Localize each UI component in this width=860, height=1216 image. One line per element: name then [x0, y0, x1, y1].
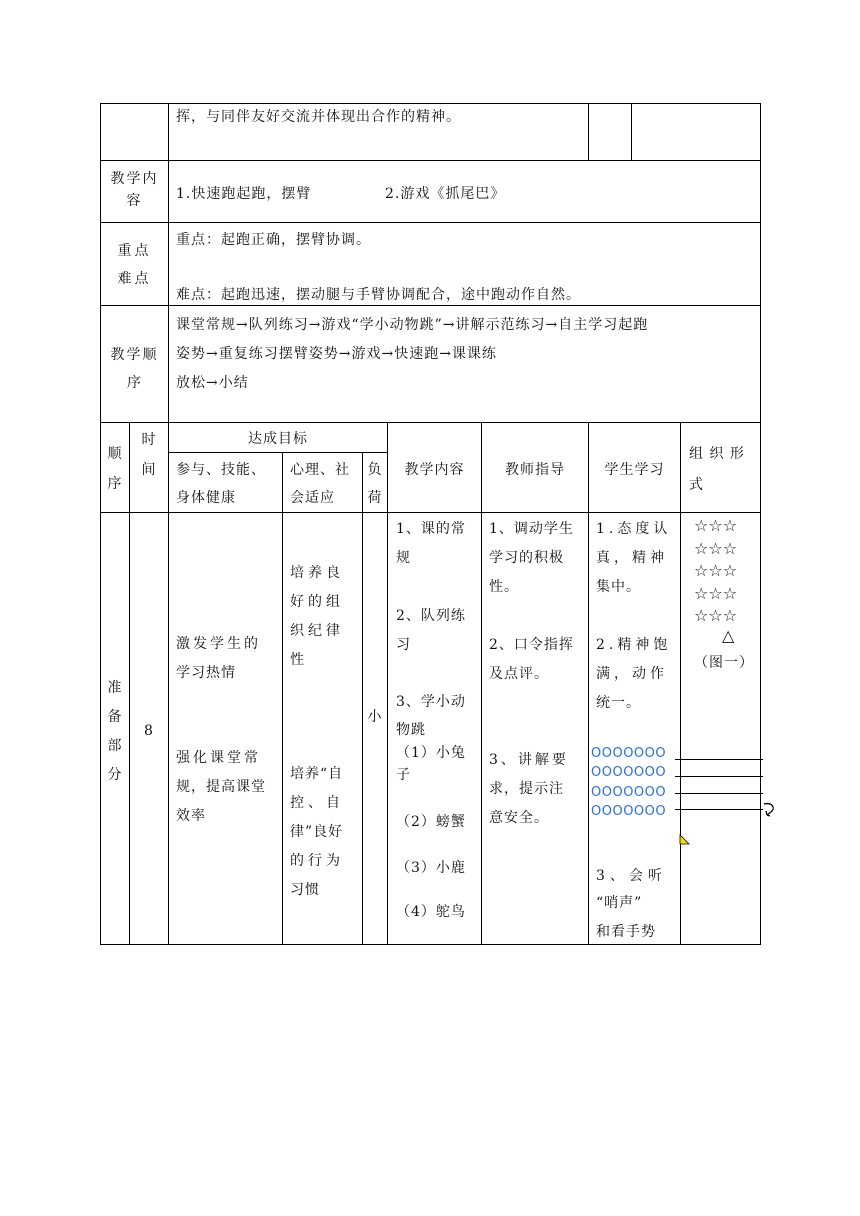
prep-order-4: 分 — [107, 767, 123, 783]
prep-order-1: 准 — [107, 680, 123, 696]
return-arrow-icon — [762, 800, 778, 820]
key-point-text: 重点：起跑正确，摆臂协调。 — [176, 232, 371, 248]
header-goal-sub2-line2: 会适应 — [290, 490, 335, 506]
content-1-line2: 规 — [396, 550, 411, 566]
goal-b2-line5: 习惯 — [290, 882, 320, 898]
student-1-line2: 真，精神 — [596, 550, 668, 566]
teacher-1-line3: 性。 — [489, 579, 519, 595]
goal-b1-line4: 性 — [290, 652, 305, 668]
header-organization-line1: 组 织 形 — [689, 446, 745, 462]
sequence-label-line1: 教学顺 — [110, 347, 159, 363]
formation-star-row: ☆☆☆ — [694, 584, 738, 603]
continued-objective-text: 挥，与同伴友好交流并体现出合作的精神。 — [176, 109, 461, 125]
sequence-line-2: 姿势→重复练习摆臂姿势→游戏→快速跑→课课练 — [176, 346, 497, 362]
content-3-line1: 3、学小动 — [396, 694, 466, 710]
goal-b1-line3: 织纪律 — [290, 623, 344, 639]
goal-b2-line1: 培养“自 — [290, 766, 344, 782]
header-load-line1: 负 — [367, 462, 383, 478]
goal-b2-line2: 控、自 — [290, 795, 344, 811]
goal-a2-line1: 强化课堂常 — [176, 750, 261, 766]
formation-star-row: ☆☆☆ — [694, 539, 738, 558]
teacher-2-line2: 及点评。 — [489, 666, 549, 682]
header-student-learning: 学生学习 — [604, 462, 665, 478]
header-order-line2: 序 — [107, 476, 123, 492]
goal-a2-line3: 效率 — [176, 808, 206, 824]
header-teacher-guidance: 教师指导 — [505, 462, 565, 478]
prep-order-2: 备 — [107, 709, 123, 725]
teacher-3-line2: 求，提示注 — [489, 781, 564, 797]
formation-star-row: ☆☆☆ — [694, 516, 738, 535]
header-time-line2: 间 — [141, 462, 157, 478]
content-1-line1: 1、课的常 — [396, 521, 466, 537]
header-organization-line2: 式 — [689, 477, 704, 493]
goal-a2-line2: 规，提高课堂 — [176, 779, 266, 795]
sequence-line-1: 课堂常规→队列练习→游戏“学小动物跳”→讲解示范练习→自主学习起跑 — [176, 317, 649, 333]
student-1-line1: 1.态度认 — [596, 521, 672, 537]
content-3a-line1: （1）小兔 — [396, 745, 466, 761]
header-order-line1: 顺 — [107, 446, 123, 462]
formation-star-row: ☆☆☆ — [694, 561, 738, 580]
goal-b1-line1: 培养良 — [290, 565, 344, 581]
header-load-line2: 荷 — [367, 490, 383, 506]
content-item-2: 2.游戏《抓尾巴》 — [385, 186, 506, 202]
teacher-2-line1: 2、口令指挥 — [489, 637, 574, 653]
student-2-line3: 统一。 — [596, 695, 641, 711]
drill-lane-line — [675, 759, 763, 760]
goal-a1-line1: 激发学生的 — [176, 636, 261, 652]
header-teaching-content: 教学内容 — [404, 462, 465, 478]
drill-row-4: OOOOOOO — [591, 804, 667, 819]
header-time-line1: 时 — [141, 432, 157, 448]
formation-caption: （图一） — [694, 655, 754, 671]
content-3b: （2）螃蟹 — [396, 814, 466, 830]
drill-lane-line — [675, 776, 763, 777]
goal-a1-line2: 学习热情 — [176, 665, 236, 681]
content-3-line2: 物跳 — [396, 722, 426, 738]
sequence-line-3: 放松→小结 — [176, 375, 249, 391]
teacher-1-line2: 学习的积极 — [489, 550, 564, 566]
content-3a-line2: 子 — [396, 767, 411, 783]
header-goal-sub1-line1: 参与、技能、 — [176, 462, 266, 478]
teacher-triangle-icon: △ — [722, 626, 735, 645]
content-label: 教学内容 — [110, 171, 159, 209]
content-3c: （3）小鹿 — [396, 860, 466, 876]
key-label-line1: 重点 — [117, 243, 152, 259]
formation-star-row: ☆☆☆ — [694, 606, 738, 625]
student-3-line2: “哨声” — [596, 895, 643, 911]
content-3d: （4）鸵鸟 — [396, 904, 466, 920]
header-goal-sub1-line2: 身体健康 — [176, 490, 236, 506]
header-goals: 达成目标 — [248, 431, 308, 447]
goal-b2-line4: 的行为 — [290, 853, 344, 869]
drill-lane-line — [675, 809, 763, 810]
drill-row-1: OOOOOOO — [591, 746, 667, 761]
difficulty-text: 难点：起跑迅速，摆动腿与手臂协调配合，途中跑动作自然。 — [176, 287, 581, 303]
student-3-line1: 3、会听 — [596, 868, 667, 884]
content-item-1: 1.快速跑起跑，摆臂 — [176, 186, 312, 202]
content-2-line1: 2、队列练 — [396, 608, 466, 624]
teacher-3-line1: 3、讲解要 — [489, 752, 569, 768]
prep-order-3: 部 — [107, 738, 123, 754]
teacher-3-line3: 意安全。 — [489, 810, 549, 826]
student-2-line2: 满，动作 — [596, 666, 668, 682]
yellow-triangle-icon — [679, 834, 690, 845]
student-1-line3: 集中。 — [596, 579, 641, 595]
content-2-line2: 习 — [396, 637, 411, 653]
drill-row-3: OOOOOOO — [591, 785, 667, 800]
drill-lane-line — [675, 793, 763, 794]
goal-b2-line3: 律”良好 — [290, 824, 344, 840]
key-label-line2: 难点 — [117, 271, 152, 287]
sequence-label-line2: 序 — [127, 375, 142, 391]
prep-load: 小 — [367, 709, 383, 725]
teacher-1-line1: 1、调动学生 — [489, 521, 574, 537]
drill-row-2: OOOOOOO — [591, 765, 667, 780]
goal-b1-line2: 好的组 — [290, 594, 344, 610]
header-goal-sub2-line1: 心理、社 — [290, 462, 350, 478]
student-3-line3: 和看手势 — [596, 924, 656, 940]
prep-time: 8 — [144, 723, 154, 739]
student-2-line1: 2.精神饱 — [596, 637, 672, 653]
